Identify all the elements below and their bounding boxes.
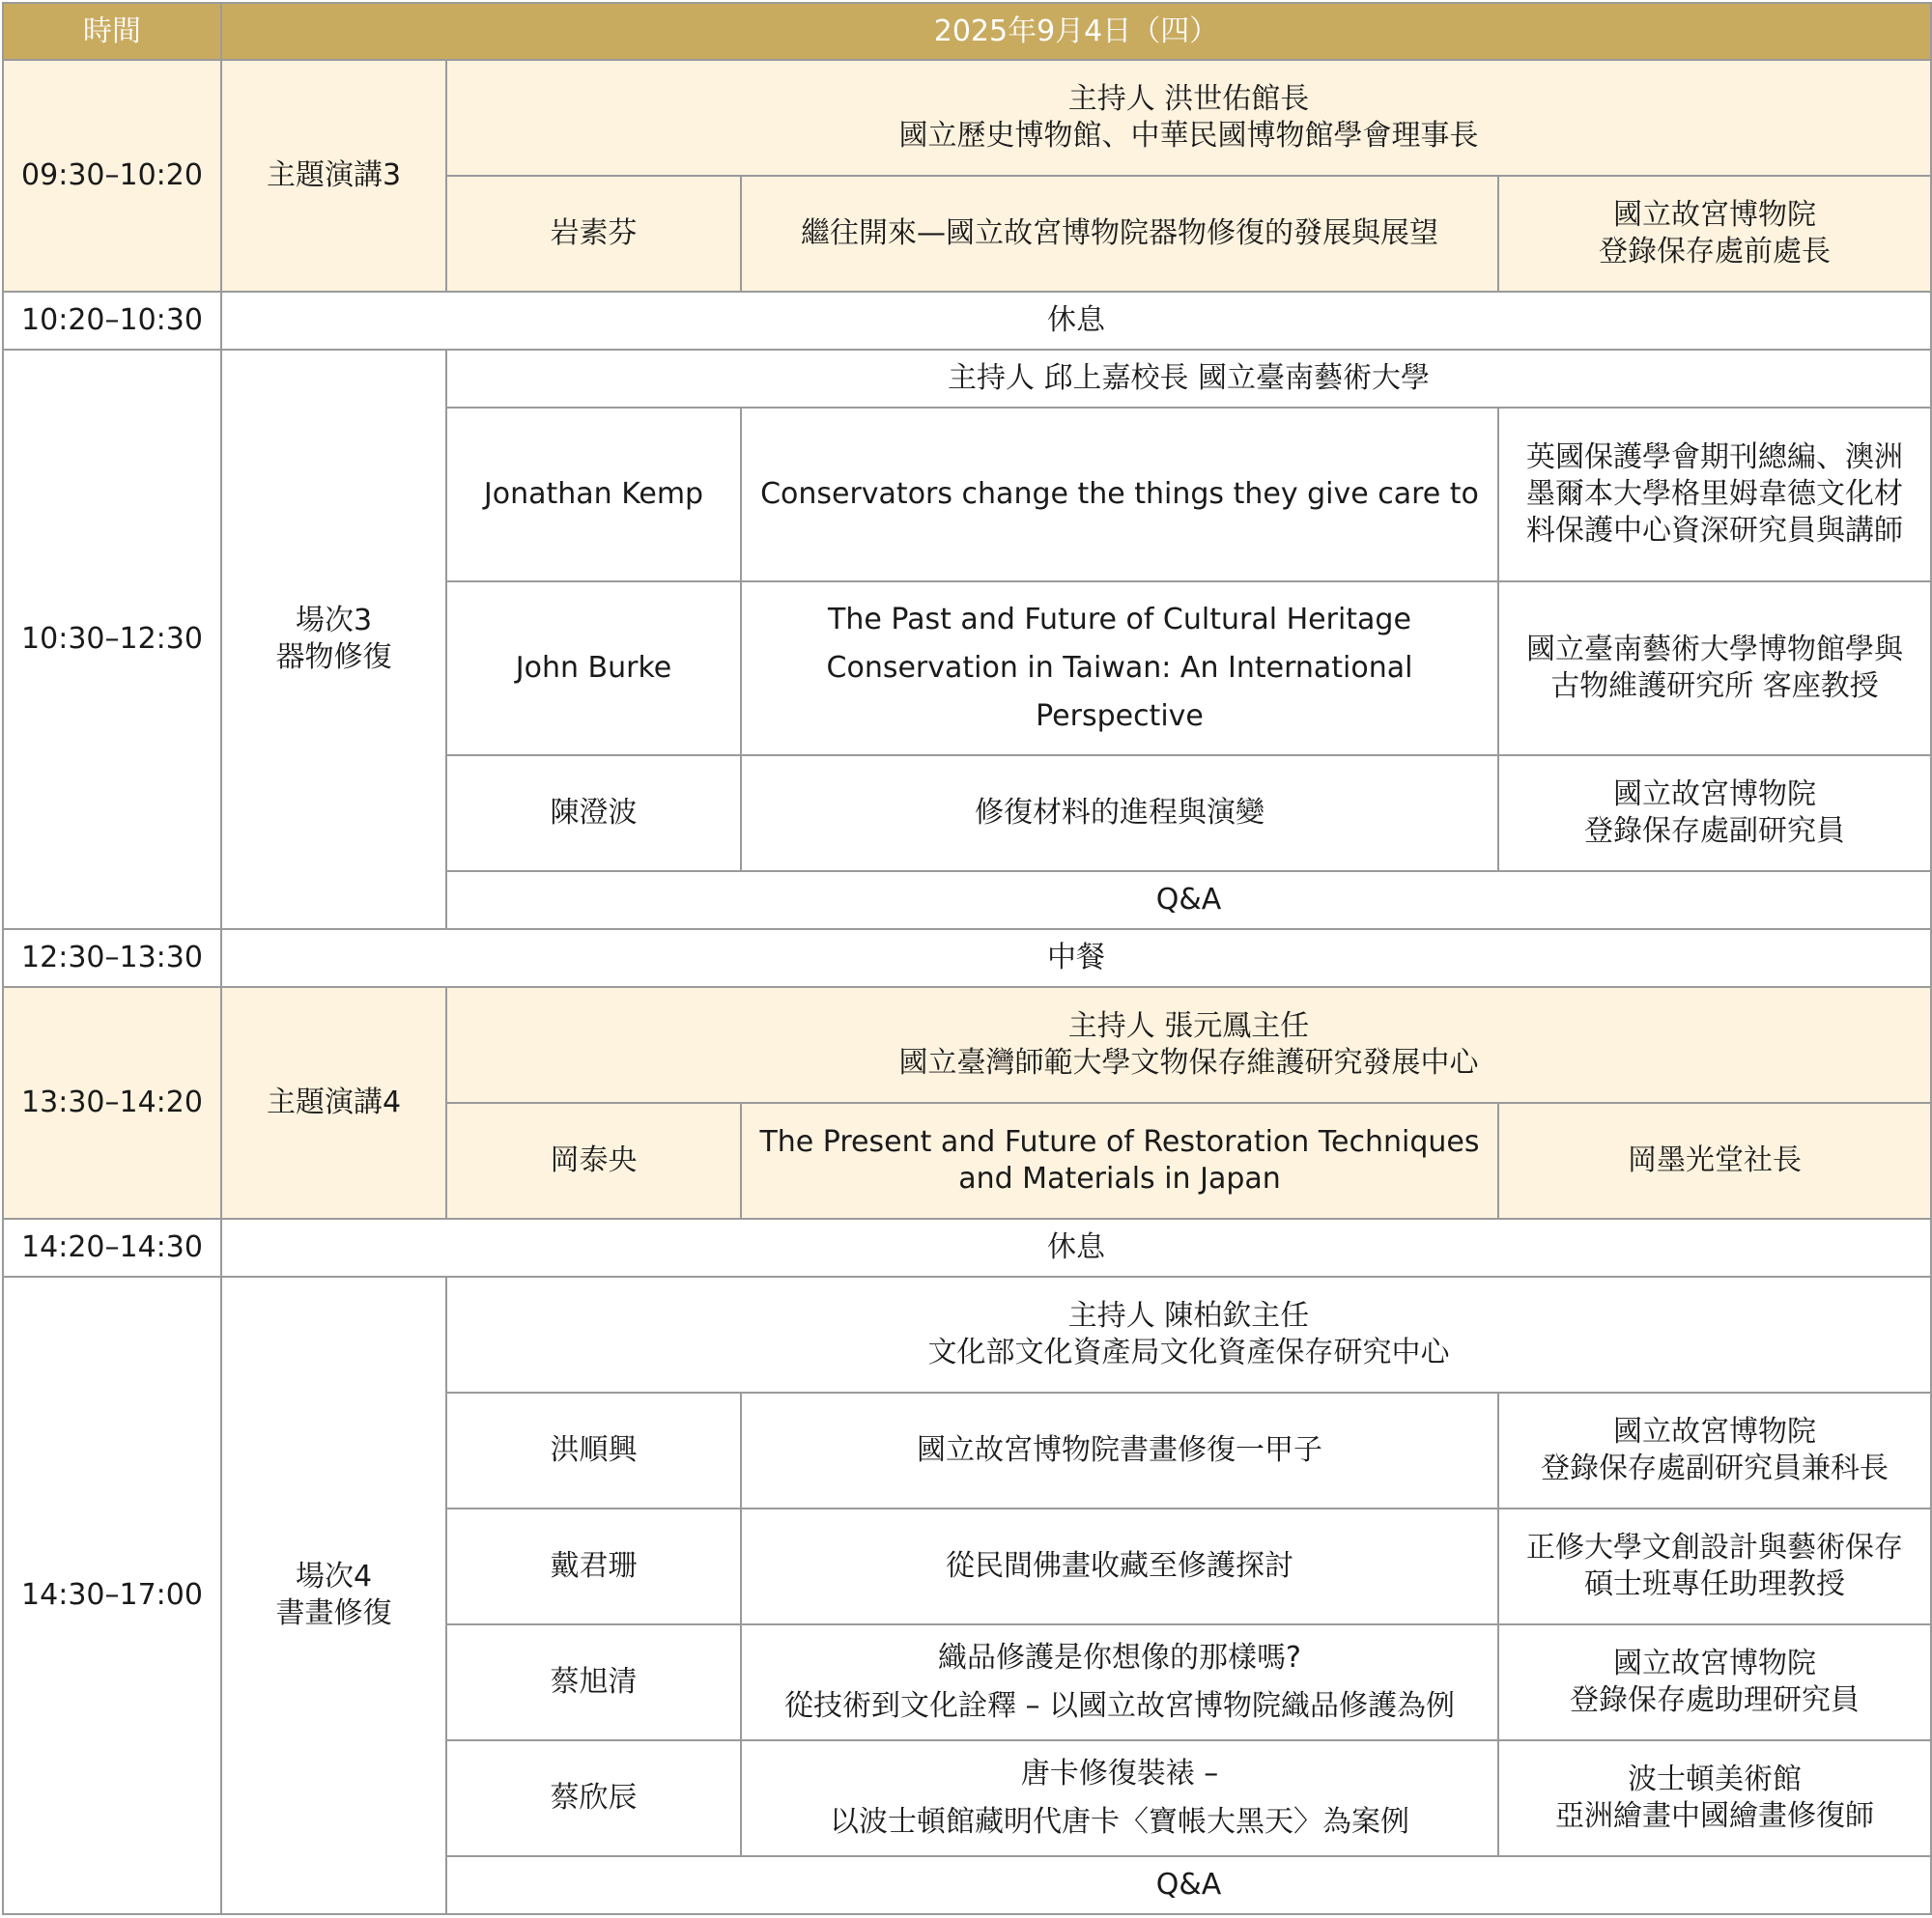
talk-title: Conservators change the things they give care to <box>741 408 1498 581</box>
host-cell: 主持人 邱上嘉校長 國立臺南藝術大學 <box>446 350 1931 408</box>
host-affiliation: 國立臺灣師範大學文物保存維護研究發展中心 <box>898 1046 1479 1080</box>
speaker-cell: 岡泰央 <box>446 1103 741 1219</box>
speaker-affiliation <box>1498 755 1931 871</box>
affiliation-line: 登錄保存處前處長 <box>1599 235 1832 268</box>
keynote3-host-row <box>3 60 1931 176</box>
affiliation-line: 正修大學文創設計與藝術保存 <box>1526 1531 1904 1565</box>
host-affiliation: 文化部文化資產局文化資產保存研究中心 <box>927 1336 1450 1369</box>
qa-label: Q&A <box>446 871 1931 929</box>
host-cell <box>446 60 1931 176</box>
affiliation-line: 古物維護研究所 客座教授 <box>1550 669 1879 703</box>
speaker-cell: 戴君珊 <box>446 1509 741 1624</box>
time-cell: 13:30–14:20 <box>3 987 221 1219</box>
title-line: The Past and Future of Cultural Heritage <box>828 603 1411 636</box>
time-cell: 10:20–10:30 <box>3 292 221 350</box>
time-column-header: 時間 <box>3 3 221 60</box>
lunch-row <box>3 929 1931 987</box>
affiliation-line: 登錄保存處副研究員兼科長 <box>1541 1452 1889 1485</box>
affiliation-line: 波士頓美術館 <box>1628 1763 1803 1796</box>
talk-title: 修復材料的進程與演變 <box>741 755 1498 871</box>
host-cell <box>446 987 1931 1103</box>
title-line: 唐卡修復裝裱 – <box>1020 1757 1219 1791</box>
session4-host-row <box>3 1277 1931 1393</box>
time-cell: 10:30–12:30 <box>3 350 221 929</box>
affiliation-line: 國立臺南藝術大學博物館學與 <box>1526 633 1904 666</box>
header-row <box>3 3 1931 60</box>
title-line: 織品修護是你想像的那樣嗎? <box>938 1641 1301 1675</box>
break-label: 休息 <box>221 292 1931 350</box>
title-line: Conservation in Taiwan: An International Perspective <box>826 651 1413 733</box>
speaker-cell: Jonathan Kemp <box>446 408 741 581</box>
time-cell: 09:30–10:20 <box>3 60 221 292</box>
affiliation-line: 英國保護學會期刊總編、澳洲 <box>1526 440 1904 474</box>
break-row <box>3 1219 1931 1277</box>
speaker-affiliation <box>1498 1624 1931 1740</box>
affiliation-line: 亞洲繪畫中國繪畫修復師 <box>1555 1799 1875 1833</box>
lunch-label: 中餐 <box>221 929 1931 987</box>
talk-title: 國立故宮博物院書畫修復一甲子 <box>741 1393 1498 1509</box>
talk-title: 繼往開來—國立故宮博物院器物修復的發展與展望 <box>741 176 1498 292</box>
session-name <box>221 1277 446 1914</box>
affiliation-line: 國立故宮博物院 <box>1613 198 1817 232</box>
title-line: and Materials in Japan <box>958 1162 1281 1196</box>
speaker-affiliation <box>1498 1509 1931 1624</box>
session-topic: 器物修復 <box>275 640 392 674</box>
title-line: 以波士頓館藏明代唐卡〈寶帳大黑天〉為案例 <box>830 1805 1409 1839</box>
affiliation-line: 登錄保存處助理研究員 <box>1570 1683 1861 1717</box>
affiliation-line: 國立故宮博物院 <box>1613 1415 1817 1449</box>
break-label: 休息 <box>221 1219 1931 1277</box>
session-topic: 書畫修復 <box>275 1596 392 1630</box>
host-affiliation: 國立歷史博物館、中華民國博物館學會理事長 <box>898 119 1479 153</box>
host-cell <box>446 1277 1931 1393</box>
affiliation-line: 登錄保存處副研究員 <box>1584 814 1846 848</box>
speaker-cell: 陳澄波 <box>446 755 741 871</box>
host-name: 主持人 張元鳳主任 <box>1067 1009 1310 1043</box>
affiliation-line: 國立故宮博物院 <box>1613 777 1817 811</box>
talk-title <box>741 1103 1498 1219</box>
title-line: 從技術到文化詮釋 – 以國立故宮博物院織品修護為例 <box>783 1689 1456 1723</box>
talk-title <box>741 1740 1498 1856</box>
host-name: 主持人 洪世佑館長 <box>1067 82 1310 116</box>
speaker-cell: 洪順興 <box>446 1393 741 1509</box>
agenda-table <box>2 2 1932 1915</box>
host-name: 主持人 陳柏欽主任 <box>1067 1299 1310 1333</box>
session-name <box>221 350 446 929</box>
session-name: 主題演講4 <box>221 987 446 1219</box>
affiliation-line: 碩士班專任助理教授 <box>1584 1567 1846 1601</box>
session-number: 場次3 <box>295 604 373 637</box>
time-cell: 14:20–14:30 <box>3 1219 221 1277</box>
talk-title: 從民間佛畫收藏至修護探討 <box>741 1509 1498 1624</box>
speaker-affiliation <box>1498 408 1931 581</box>
speaker-affiliation <box>1498 1393 1931 1509</box>
talk-title <box>741 1624 1498 1740</box>
speaker-cell: John Burke <box>446 581 741 755</box>
speaker-cell: 蔡旭清 <box>446 1624 741 1740</box>
time-cell: 12:30–13:30 <box>3 929 221 987</box>
affiliation-line: 國立故宮博物院 <box>1613 1647 1817 1680</box>
date-header: 2025年9月4日（四） <box>221 3 1931 60</box>
title-line: The Present and Future of Restoration Techniques <box>759 1125 1480 1159</box>
speaker-affiliation <box>1498 1740 1931 1856</box>
session-name: 主題演講3 <box>221 60 446 292</box>
speaker-cell: 岩素芬 <box>446 176 741 292</box>
speaker-affiliation: 岡墨光堂社長 <box>1498 1103 1931 1219</box>
affiliation-line: 墨爾本大學格里姆韋德文化材 <box>1526 477 1904 511</box>
keynote4-host-row <box>3 987 1931 1103</box>
speaker-affiliation <box>1498 176 1931 292</box>
time-cell: 14:30–17:00 <box>3 1277 221 1914</box>
break-row <box>3 292 1931 350</box>
qa-label: Q&A <box>446 1856 1931 1914</box>
session-number: 場次4 <box>295 1560 373 1594</box>
speaker-cell: 蔡欣辰 <box>446 1740 741 1856</box>
talk-title <box>741 581 1498 755</box>
speaker-affiliation <box>1498 581 1931 755</box>
affiliation-line: 料保護中心資深研究員與講師 <box>1526 514 1904 548</box>
session3-host-row <box>3 350 1931 408</box>
